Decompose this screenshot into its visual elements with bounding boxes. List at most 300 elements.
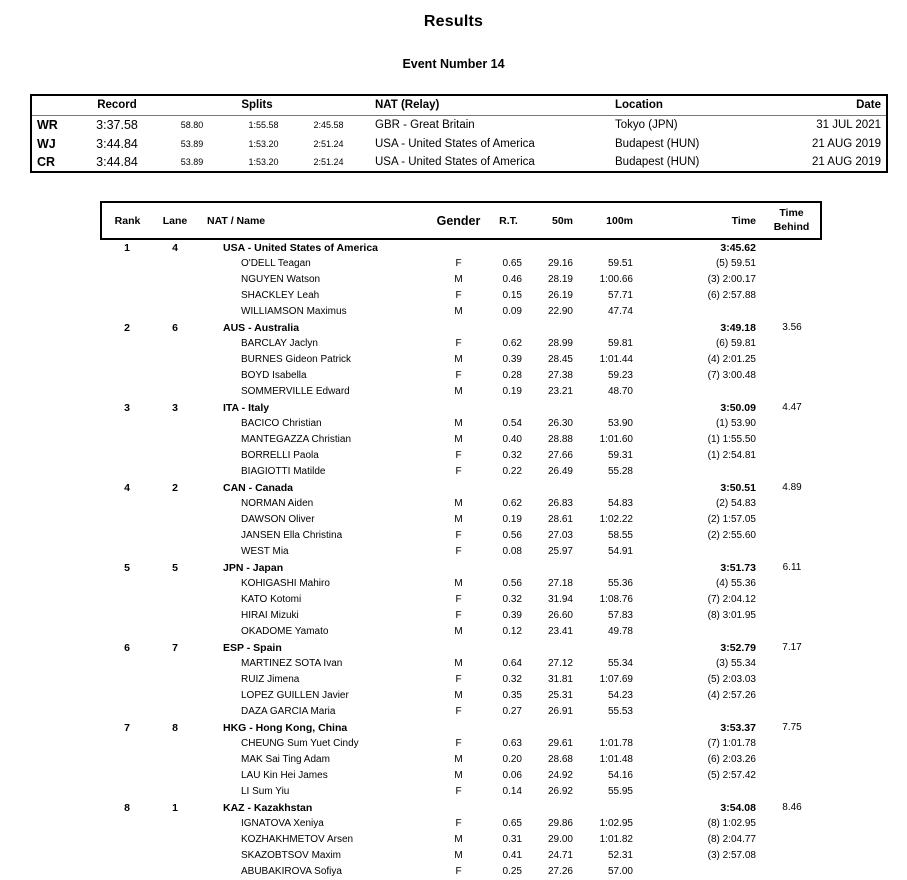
swimmer-gender: M [454, 754, 463, 765]
swimmer-100m-split: 1:01.82 [599, 834, 633, 845]
swimmer-name: BACICO Christian [241, 418, 322, 429]
team-row [101, 560, 821, 576]
swimmer-100m-split: 1:08.76 [599, 594, 633, 605]
swimmer-name: WEST Mia [241, 546, 289, 557]
swimmer-50m-split: 27.03 [547, 530, 573, 541]
swimmer-row [101, 816, 821, 832]
swimmer-gender: F [455, 530, 462, 541]
team-time-behind: 4.89 [782, 482, 802, 493]
swimmer-gender: M [454, 274, 463, 285]
swimmer-row [101, 704, 821, 720]
swimmer-cumulative-time: (8) 3:01.95 [707, 610, 756, 621]
records-header-nat: NAT (Relay) [361, 95, 601, 115]
swimmer-cumulative-time: (5) 2:57.42 [707, 770, 756, 781]
swimmer-100m-split: 1:01.60 [599, 434, 633, 445]
team-row [101, 320, 821, 336]
swimmer-reaction-time: 0.20 [502, 754, 522, 765]
swimmer-100m-split: 54.16 [607, 770, 633, 781]
swimmer-gender: F [455, 738, 462, 749]
record-location: Tokyo (JPN) [615, 118, 678, 131]
swimmer-name: MANTEGAZZA Christian [241, 434, 352, 445]
results-table [100, 201, 822, 880]
swimmer-100m-split: 55.53 [607, 706, 633, 717]
record-nat: USA - United States of America [375, 137, 535, 150]
swimmer-gender: F [455, 466, 462, 477]
swimmer-reaction-time: 0.19 [502, 386, 522, 397]
results-header-lane: Lane [153, 202, 197, 239]
swimmer-reaction-time: 0.64 [502, 658, 522, 669]
swimmer-cumulative-time: (8) 1:02.95 [707, 818, 756, 829]
records-header-row [31, 95, 887, 115]
swimmer-cumulative-time: (7) 2:04.12 [707, 594, 756, 605]
swimmer-reaction-time: 0.08 [502, 546, 522, 557]
swimmer-gender: M [454, 850, 463, 861]
team-total-time: 3:54.08 [720, 802, 756, 814]
swimmer-cumulative-time: (2) 2:55.60 [707, 530, 756, 541]
swimmer-reaction-time: 0.40 [502, 434, 522, 445]
swimmer-row [101, 592, 821, 608]
swimmer-reaction-time: 0.35 [502, 690, 522, 701]
swimmer-gender: F [455, 706, 462, 717]
swimmer-reaction-time: 0.56 [502, 578, 522, 589]
swimmer-reaction-time: 0.46 [502, 274, 522, 285]
swimmer-name: RUIZ Jimena [241, 674, 300, 685]
record-time: 3:37.58 [96, 117, 138, 132]
swimmer-50m-split: 24.92 [547, 770, 573, 781]
record-split-50m: 53.89 [180, 157, 204, 167]
swimmer-100m-split: 1:01.78 [599, 738, 633, 749]
swimmer-row [101, 304, 821, 320]
team-name: ESP - Spain [223, 642, 282, 654]
swimmer-50m-split: 27.66 [547, 450, 573, 461]
team-name: KAZ - Kazakhstan [223, 802, 313, 814]
record-time: 3:44.84 [96, 136, 138, 151]
swimmer-name: BOYD Isabella [241, 370, 307, 381]
swimmer-gender: M [454, 658, 463, 669]
swimmer-name: KOHIGASHI Mahiro [241, 578, 330, 589]
team-lane: 2 [172, 482, 178, 494]
swimmer-50m-split: 23.41 [547, 626, 573, 637]
swimmer-50m-split: 26.83 [547, 498, 573, 509]
swimmer-reaction-time: 0.06 [502, 770, 522, 781]
swimmer-gender: M [454, 354, 463, 365]
swimmer-gender: M [454, 418, 463, 429]
swimmer-50m-split: 26.91 [547, 706, 573, 717]
swimmer-name: BURNES Gideon Patrick [241, 354, 352, 365]
team-name: HKG - Hong Kong, China [223, 722, 348, 734]
team-total-time: 3:50.51 [720, 482, 756, 494]
swimmer-row [101, 416, 821, 432]
swimmer-100m-split: 1:02.22 [599, 514, 633, 525]
swimmer-row [101, 352, 821, 368]
record-row [31, 153, 887, 172]
swimmer-50m-split: 29.61 [547, 738, 573, 749]
results-header-gender: Gender [426, 202, 491, 239]
swimmer-100m-split: 1:01.44 [599, 354, 633, 365]
swimmer-50m-split: 26.92 [547, 786, 573, 797]
results-header-nat-name: NAT / Name [197, 202, 426, 239]
record-row [31, 115, 887, 134]
record-code: CR [37, 155, 56, 169]
team-row [101, 239, 821, 256]
team-total-time: 3:53.37 [720, 722, 756, 734]
swimmer-50m-split: 25.97 [547, 546, 573, 557]
swimmer-100m-split: 55.34 [607, 658, 633, 669]
swimmer-cumulative-time: (5) 2:03.03 [707, 674, 756, 685]
swimmer-reaction-time: 0.28 [502, 370, 522, 381]
team-row [101, 640, 821, 656]
swimmer-name: IGNATOVA Xeniya [241, 818, 324, 829]
swimmer-100m-split: 58.55 [607, 530, 633, 541]
swimmer-cumulative-time [636, 704, 763, 720]
team-lane: 8 [172, 722, 178, 734]
swimmer-50m-split: 29.16 [547, 258, 573, 269]
team-time-behind: 7.17 [782, 642, 802, 653]
swimmer-cumulative-time: (3) 2:00.17 [707, 274, 756, 285]
swimmer-cumulative-time: (1) 53.90 [715, 418, 756, 429]
record-code: WJ [37, 136, 56, 151]
swimmer-cumulative-time: (5) 59.51 [715, 258, 756, 269]
swimmer-row [101, 448, 821, 464]
swimmer-row [101, 496, 821, 512]
team-time-behind: 3.56 [782, 322, 802, 333]
team-time-behind [763, 239, 821, 256]
swimmer-gender: F [455, 610, 462, 621]
team-lane: 5 [172, 562, 178, 574]
team-lane: 6 [172, 322, 178, 334]
team-time-behind: 8.46 [782, 802, 802, 813]
swimmer-row [101, 432, 821, 448]
swimmer-cumulative-time: (3) 55.34 [715, 658, 756, 669]
swimmer-name: KATO Kotomi [241, 594, 302, 605]
swimmer-100m-split: 57.83 [607, 610, 633, 621]
swimmer-reaction-time: 0.32 [502, 594, 522, 605]
swimmer-name: LOPEZ GUILLEN Javier [241, 690, 349, 701]
swimmer-100m-split: 55.36 [607, 578, 633, 589]
swimmer-gender: M [454, 498, 463, 509]
record-split-100m: 1:53.20 [248, 157, 279, 167]
swimmer-reaction-time: 0.32 [502, 674, 522, 685]
swimmer-50m-split: 26.30 [547, 418, 573, 429]
swimmer-gender: F [455, 290, 462, 301]
swimmer-name: BARCLAY Jaclyn [241, 338, 318, 349]
team-total-time: 3:49.18 [720, 322, 756, 334]
swimmer-row [101, 736, 821, 752]
swimmer-row [101, 544, 821, 560]
swimmer-gender: F [455, 674, 462, 685]
swimmer-name: MAK Sai Ting Adam [241, 754, 330, 765]
swimmer-name: MARTINEZ SOTA Ivan [241, 658, 343, 669]
swimmer-50m-split: 28.68 [547, 754, 573, 765]
swimmer-gender: M [454, 690, 463, 701]
event-number-subtitle: Event Number 14 [402, 57, 505, 71]
swimmer-reaction-time: 0.25 [502, 866, 522, 877]
swimmer-reaction-time: 0.15 [502, 290, 522, 301]
records-header-splits: Splits [153, 95, 361, 115]
swimmer-gender: M [454, 834, 463, 845]
swimmer-50m-split: 27.26 [547, 866, 573, 877]
swimmer-name: KOZHAKHMETOV Arsen [241, 834, 354, 845]
record-nat: USA - United States of America [375, 156, 535, 168]
swimmer-row [101, 528, 821, 544]
swimmer-name: WILLIAMSON Maximus [241, 306, 347, 317]
swimmer-name: DAZA GARCIA Maria [241, 706, 336, 717]
team-rank: 2 [124, 322, 130, 334]
swimmer-100m-split: 55.95 [607, 786, 633, 797]
swimmer-name: SHACKLEY Leah [241, 290, 320, 301]
swimmer-name: ABUBAKIROVA Sofiya [241, 866, 342, 877]
swimmer-gender: F [455, 818, 462, 829]
swimmer-reaction-time: 0.09 [502, 306, 522, 317]
swimmer-reaction-time: 0.32 [502, 450, 522, 461]
swimmer-50m-split: 25.31 [547, 690, 573, 701]
team-name: JPN - Japan [223, 562, 284, 574]
swimmer-name: LAU Kin Hei James [241, 770, 328, 781]
swimmer-gender: F [455, 338, 462, 349]
swimmer-reaction-time: 0.39 [502, 610, 522, 621]
team-rank: 8 [124, 802, 130, 814]
record-date: 21 AUG 2019 [811, 137, 881, 150]
swimmer-100m-split: 54.83 [607, 498, 633, 509]
swimmer-50m-split: 31.81 [547, 674, 573, 685]
swimmer-reaction-time: 0.27 [502, 706, 522, 717]
records-table [30, 94, 888, 173]
swimmer-row [101, 256, 821, 272]
swimmer-reaction-time: 0.39 [502, 354, 522, 365]
swimmer-cumulative-time: (2) 54.83 [715, 498, 756, 509]
swimmer-reaction-time: 0.62 [502, 338, 522, 349]
swimmer-cumulative-time: (4) 55.36 [715, 578, 756, 589]
swimmer-row [101, 864, 821, 880]
swimmer-reaction-time: 0.22 [502, 466, 522, 477]
team-row [101, 400, 821, 416]
results-header-time-behind-label: Time Behind [773, 207, 810, 233]
records-header-record: Record [81, 95, 153, 115]
team-name: AUS - Australia [223, 322, 300, 334]
swimmer-100m-split: 59.23 [607, 370, 633, 381]
swimmer-cumulative-time [636, 464, 763, 480]
record-row [31, 134, 887, 153]
record-split-100m: 1:53.20 [248, 138, 279, 149]
swimmer-row [101, 464, 821, 480]
record-split-150m: 2:51.24 [313, 157, 344, 167]
swimmer-gender: F [455, 866, 462, 877]
swimmer-reaction-time: 0.65 [502, 818, 522, 829]
swimmer-row [101, 512, 821, 528]
swimmer-gender: F [455, 786, 462, 797]
swimmer-cumulative-time: (3) 2:57.08 [707, 850, 756, 861]
records-header-location: Location [601, 95, 777, 115]
swimmer-100m-split: 49.78 [607, 626, 633, 637]
swimmer-50m-split: 27.12 [547, 658, 573, 669]
record-time: 3:44.84 [96, 155, 138, 169]
swimmer-reaction-time: 0.63 [502, 738, 522, 749]
swimmer-cumulative-time [636, 544, 763, 560]
swimmer-name: HIRAI Mizuki [241, 610, 299, 621]
team-rank: 7 [124, 722, 130, 734]
record-split-150m: 2:45.58 [313, 119, 344, 130]
swimmer-name: NGUYEN Watson [241, 274, 321, 285]
swimmer-50m-split: 23.21 [547, 386, 573, 397]
team-total-time: 3:45.62 [720, 242, 756, 254]
swimmer-100m-split: 53.90 [607, 418, 633, 429]
swimmer-row [101, 384, 821, 400]
team-time-behind: 6.11 [782, 562, 802, 573]
swimmer-gender: F [455, 594, 462, 605]
swimmer-row [101, 288, 821, 304]
swimmer-100m-split: 55.28 [607, 466, 633, 477]
swimmer-reaction-time: 0.62 [502, 498, 522, 509]
swimmer-name: BIAGIOTTI Matilde [241, 466, 326, 477]
swimmer-gender: M [454, 386, 463, 397]
swimmer-50m-split: 28.45 [547, 354, 573, 365]
swimmer-cumulative-time: (6) 2:57.88 [707, 290, 756, 301]
swimmer-reaction-time: 0.65 [502, 258, 522, 269]
results-header-100m: 100m [576, 202, 636, 239]
record-split-100m: 1:55.58 [248, 119, 279, 130]
record-location: Budapest (HUN) [615, 137, 700, 150]
swimmer-row [101, 848, 821, 864]
swimmer-50m-split: 22.90 [547, 306, 573, 317]
swimmer-50m-split: 29.00 [547, 834, 573, 845]
swimmer-cumulative-time: (6) 59.81 [715, 338, 756, 349]
swimmer-50m-split: 27.38 [547, 370, 573, 381]
swimmer-name: JANSEN Ella Christina [241, 530, 343, 541]
swimmer-100m-split: 59.81 [607, 338, 633, 349]
swimmer-name: OKADOME Yamato [241, 626, 329, 637]
team-name: ITA - Italy [223, 402, 270, 414]
team-total-time: 3:52.79 [720, 642, 756, 654]
swimmer-reaction-time: 0.31 [502, 834, 522, 845]
team-time-behind: 7.75 [782, 722, 802, 733]
record-split-150m: 2:51.24 [313, 138, 344, 149]
swimmer-row [101, 752, 821, 768]
swimmer-gender: M [454, 770, 463, 781]
swimmer-cumulative-time: (7) 3:00.48 [707, 370, 756, 381]
swimmer-gender: F [455, 450, 462, 461]
team-row [101, 480, 821, 496]
swimmer-cumulative-time: (1) 2:54.81 [707, 450, 756, 461]
swimmer-cumulative-time: (4) 2:01.25 [707, 354, 756, 365]
swimmer-row [101, 768, 821, 784]
swimmer-100m-split: 59.51 [607, 258, 633, 269]
record-split-50m: 53.89 [180, 138, 204, 149]
team-lane: 1 [172, 802, 178, 814]
swimmer-row [101, 576, 821, 592]
team-rank: 1 [124, 242, 130, 254]
team-total-time: 3:50.09 [720, 402, 756, 414]
swimmer-row [101, 608, 821, 624]
swimmer-50m-split: 29.86 [547, 818, 573, 829]
swimmer-cumulative-time [636, 304, 763, 320]
team-row [101, 720, 821, 736]
swimmer-100m-split: 1:07.69 [599, 674, 633, 685]
record-date: 21 AUG 2019 [811, 156, 881, 168]
swimmer-row [101, 656, 821, 672]
swimmer-row [101, 272, 821, 288]
team-rank: 6 [124, 642, 130, 654]
swimmer-50m-split: 31.94 [547, 594, 573, 605]
swimmer-100m-split: 52.31 [607, 850, 633, 861]
swimmer-row [101, 672, 821, 688]
swimmer-cumulative-time [636, 784, 763, 800]
swimmer-100m-split: 1:00.66 [599, 274, 633, 285]
swimmer-100m-split: 1:02.95 [599, 818, 633, 829]
swimmer-50m-split: 26.60 [547, 610, 573, 621]
swimmer-cumulative-time: (7) 1:01.78 [707, 738, 756, 749]
swimmer-gender: M [454, 434, 463, 445]
swimmer-cumulative-time [636, 624, 763, 640]
swimmer-50m-split: 26.49 [547, 466, 573, 477]
team-rank: 4 [124, 482, 130, 494]
swimmer-row [101, 688, 821, 704]
swimmer-cumulative-time: (4) 2:57.26 [707, 690, 756, 701]
swimmer-100m-split: 47.74 [607, 306, 633, 317]
record-split-50m: 58.80 [180, 119, 204, 130]
results-header-time-behind [763, 202, 821, 239]
swimmer-name: LI Sum Yiu [241, 786, 290, 797]
team-time-behind: 4.47 [782, 402, 802, 413]
results-header-rank: Rank [101, 202, 153, 239]
swimmer-reaction-time: 0.41 [502, 850, 522, 861]
team-lane: 4 [172, 242, 178, 254]
swimmer-name: CHEUNG Sum Yuet Cindy [241, 738, 359, 749]
swimmer-gender: F [455, 546, 462, 557]
swimmer-gender: M [454, 626, 463, 637]
records-body [31, 115, 887, 172]
swimmer-100m-split: 57.71 [607, 290, 633, 301]
swimmer-name: SOMMERVILLE Edward [241, 386, 350, 397]
swimmer-50m-split: 24.71 [547, 850, 573, 861]
swimmer-100m-split: 59.31 [607, 450, 633, 461]
team-lane: 3 [172, 402, 178, 414]
swimmer-cumulative-time: (1) 1:55.50 [707, 434, 756, 445]
swimmer-100m-split: 1:01.48 [599, 754, 633, 765]
swimmer-reaction-time: 0.56 [502, 530, 522, 541]
team-lane: 7 [172, 642, 178, 654]
swimmer-gender: M [454, 306, 463, 317]
team-rank: 5 [124, 562, 130, 574]
swimmer-100m-split: 57.00 [607, 866, 633, 877]
swimmer-50m-split: 28.99 [547, 338, 573, 349]
records-header-spacer [31, 95, 81, 115]
team-name: CAN - Canada [223, 482, 294, 494]
results-header-time: Time [636, 202, 763, 239]
swimmer-name: SKAZOBTSOV Maxim [241, 850, 342, 861]
results-header-row [101, 202, 821, 239]
swimmer-reaction-time: 0.12 [502, 626, 522, 637]
results-header-50m: 50m [526, 202, 576, 239]
record-code: WR [37, 117, 58, 132]
swimmer-cumulative-time: (2) 1:57.05 [707, 514, 756, 525]
swimmer-cumulative-time: (6) 2:03.26 [707, 754, 756, 765]
swimmer-100m-split: 54.23 [607, 690, 633, 701]
team-total-time: 3:51.73 [720, 562, 756, 574]
swimmer-50m-split: 26.19 [547, 290, 573, 301]
records-header-date: Date [777, 95, 887, 115]
swimmer-gender: F [455, 370, 462, 381]
record-location: Budapest (HUN) [615, 156, 700, 168]
swimmer-cumulative-time: (8) 2:04.77 [707, 834, 756, 845]
page-title: Results [423, 13, 484, 30]
swimmer-gender: M [454, 514, 463, 525]
swimmer-row [101, 336, 821, 352]
record-date: 31 JUL 2021 [816, 118, 881, 131]
record-nat: GBR - Great Britain [375, 118, 475, 131]
swimmer-name: NORMAN Aiden [241, 498, 314, 509]
team-rank: 3 [124, 402, 130, 414]
swimmer-50m-split: 27.18 [547, 578, 573, 589]
